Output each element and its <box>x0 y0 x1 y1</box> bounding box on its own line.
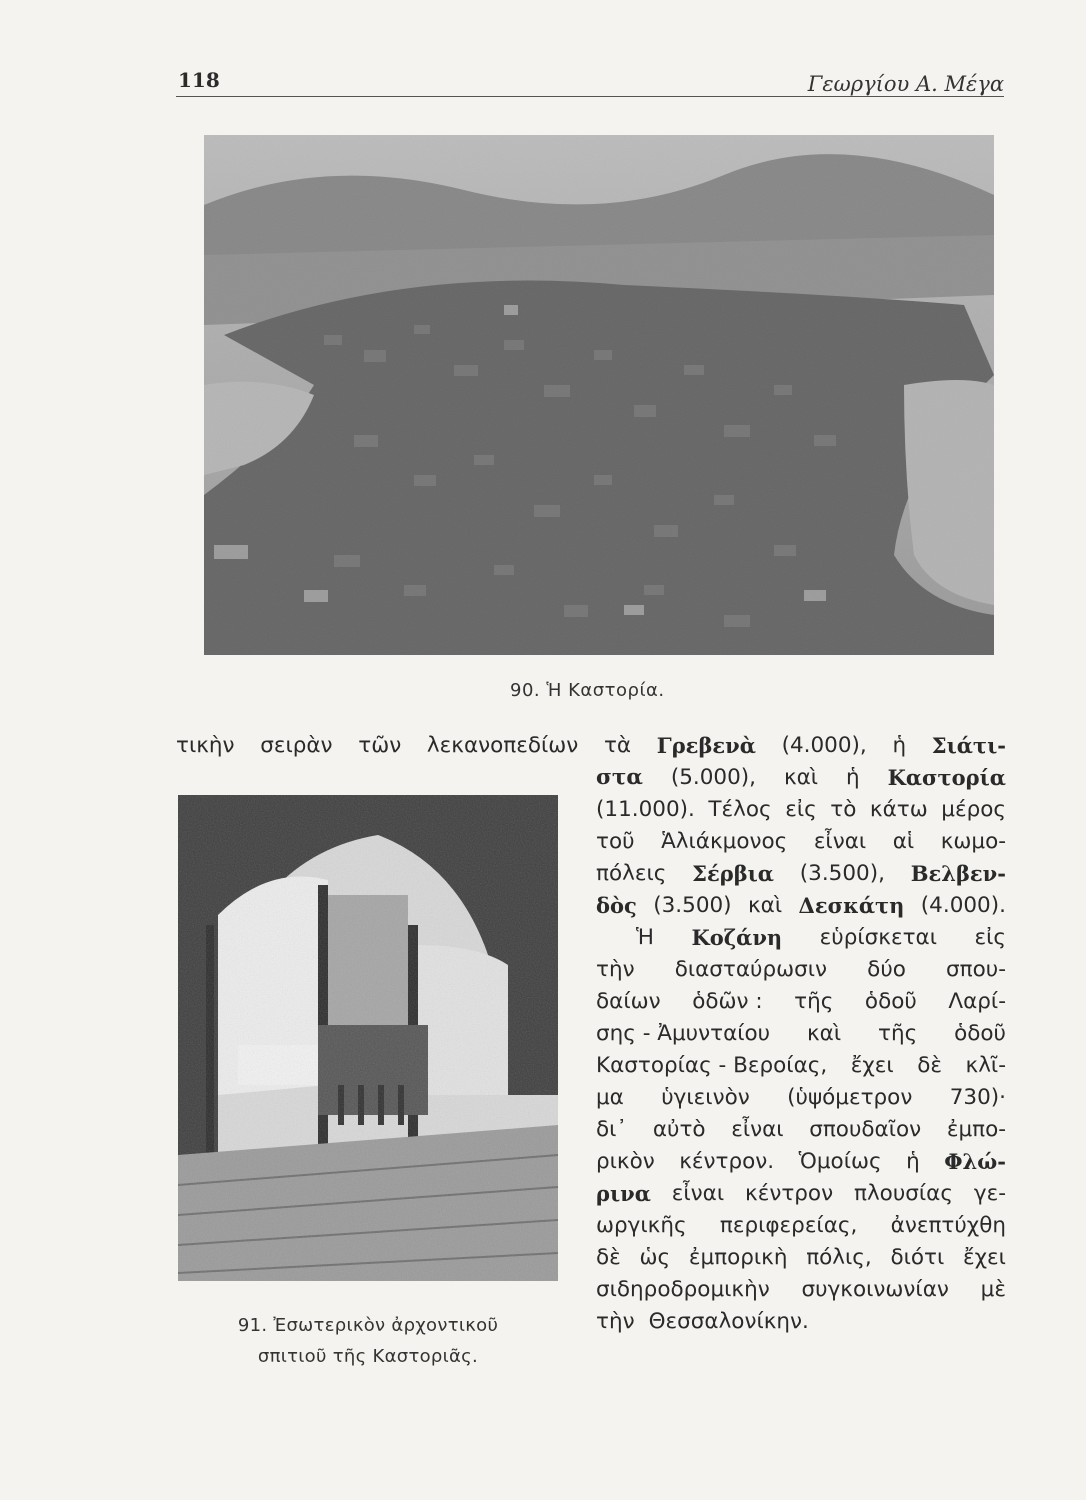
word: ἐμπο- <box>946 1117 1006 1142</box>
word: στα <box>596 765 643 790</box>
word: περιφερείας, <box>719 1213 858 1238</box>
place-name: Φλώ- <box>944 1149 1006 1174</box>
body-line-3 <box>596 796 1006 824</box>
word: Λαρί- <box>948 989 1006 1014</box>
word: ἔχει <box>850 1053 894 1078</box>
word: ἡ <box>906 1149 920 1174</box>
word: κέντρον. <box>679 1149 775 1174</box>
word: σειρὰν <box>260 733 333 758</box>
word: Ἡ <box>636 925 654 950</box>
running-head-author: Γεωργίου Α. Μέγα <box>807 72 1004 96</box>
word: δύο <box>867 957 906 982</box>
word: δαίων <box>596 989 661 1014</box>
word: λεκανοπεδίων <box>426 733 579 758</box>
place-name: δὸς <box>596 893 637 918</box>
word: συγκοινωνίαν <box>801 1277 949 1302</box>
word: εἶναι <box>731 1117 784 1142</box>
body-line-2 <box>596 764 1006 792</box>
body-line-12 <box>596 1084 1006 1112</box>
word: ὑγιεινὸν <box>661 1085 750 1110</box>
word: (11.000). <box>596 797 695 822</box>
word: καὶ <box>783 765 819 790</box>
body-line-7 <box>636 924 1006 952</box>
word: δὲ <box>917 1053 942 1078</box>
word: σπουδαῖον <box>809 1117 922 1142</box>
word: αὐτὸ <box>652 1117 706 1142</box>
word: εὑρίσκεται <box>819 925 937 950</box>
figure-91-caption <box>178 1310 558 1372</box>
word: Τέλος <box>708 797 772 822</box>
word: καὶ <box>807 1021 842 1046</box>
word: ἡ <box>846 765 860 790</box>
body-line-16 <box>596 1212 1006 1240</box>
word: καὶ <box>747 893 783 918</box>
body-line-18 <box>596 1276 1006 1304</box>
place-name: Σιάτι- <box>931 733 1006 758</box>
word: διασταύρωσιν <box>674 957 828 982</box>
word: δι᾽ <box>596 1117 628 1142</box>
figure-91-caption-line-2: σπιτιοῦ τῆς Καστοριᾶς. <box>257 1346 479 1367</box>
word: (4.000). <box>920 893 1006 918</box>
word: μὲ <box>980 1277 1006 1302</box>
word: (3.500) <box>653 893 732 918</box>
word: τοῦ <box>596 829 635 854</box>
figure-91-caption-line-1: 91. Ἐσωτερικὸν ἀρχοντικοῦ <box>237 1315 499 1336</box>
place-name: Γρεβενὰ <box>656 733 756 758</box>
word: κάτω <box>869 797 928 822</box>
body-line-1 <box>176 732 1006 760</box>
place-name: Δεσκάτη <box>798 893 905 918</box>
word: τὴν <box>596 957 635 982</box>
body-line-17 <box>596 1244 1006 1272</box>
word: κωμο- <box>940 829 1006 854</box>
word: (4.000), <box>781 733 867 758</box>
word: Ἁλιάκμονος <box>661 829 788 854</box>
word: ρικὸν <box>596 1149 655 1174</box>
kastoria-aerial-photo <box>204 135 994 655</box>
word: δὲ <box>596 1245 621 1270</box>
word: πόλις, <box>806 1245 872 1270</box>
word: 730)· <box>949 1085 1006 1110</box>
place-name: Κοζάνη <box>691 925 783 950</box>
body-line-9 <box>596 988 1006 1016</box>
word: κέντρον <box>745 1181 834 1206</box>
word: εἶναι <box>671 1181 725 1206</box>
word: ὡς <box>639 1245 671 1270</box>
place-name: ρινα <box>596 1181 651 1206</box>
word: ωργικῆς <box>596 1213 687 1238</box>
body-line-8 <box>596 956 1006 984</box>
body-line-4 <box>596 828 1006 856</box>
body-line-14 <box>596 1148 1006 1176</box>
word: ὁδοῦ <box>864 989 917 1014</box>
word: τῆς <box>878 1021 918 1046</box>
word: Θεσσαλονίκην. <box>648 1309 809 1334</box>
word: μα <box>596 1085 624 1110</box>
word: ὁδοῦ <box>954 1021 1006 1046</box>
body-line-5 <box>596 860 1006 888</box>
word: εἶναι <box>813 829 867 854</box>
body-line-11 <box>596 1052 1006 1080</box>
word: διότι <box>890 1245 945 1270</box>
word: τῆς <box>794 989 834 1014</box>
body-line-13 <box>596 1116 1006 1144</box>
place-name: Καστορία <box>887 765 1006 790</box>
word: Καστορίας - Βεροίας, <box>596 1053 828 1078</box>
word: (ὑψόμετρον <box>787 1085 913 1110</box>
word: τικὴν <box>176 733 235 758</box>
word: πλουσίας <box>854 1181 953 1206</box>
word: (3.500), <box>799 861 885 886</box>
word: τὰ <box>603 733 632 758</box>
word: ἀνεπτύχθη <box>890 1213 1006 1238</box>
word: τῶν <box>358 733 402 758</box>
word: αἱ <box>892 829 915 854</box>
word: ἐμπορικὴ <box>688 1245 788 1270</box>
word: σης - Ἀμυνταίου <box>596 1021 771 1046</box>
body-line-15 <box>596 1180 1006 1208</box>
body-line-6 <box>596 892 1006 920</box>
word: σπου- <box>946 957 1006 982</box>
word: ἔχει <box>963 1245 1006 1270</box>
word: ἡ <box>892 733 907 758</box>
figure-90-caption: 90. Ἡ Καστορία. <box>510 680 665 701</box>
body-line-10 <box>596 1020 1006 1048</box>
page-number: 118 <box>178 68 220 92</box>
word: κλῖ- <box>965 1053 1006 1078</box>
place-name: Σέρβια <box>692 861 774 886</box>
word: εἰς <box>785 797 817 822</box>
word: σιδηροδρομικὴν <box>596 1277 770 1302</box>
header-rule <box>176 96 1004 97</box>
mansion-interior-photo <box>178 795 558 1281</box>
word: ὁδῶν : <box>692 989 763 1014</box>
word: τὴν <box>596 1309 635 1334</box>
place-name: Βελβεν- <box>910 861 1006 886</box>
word: πόλεις <box>596 861 667 886</box>
word: τὸ <box>830 797 857 822</box>
word: γε- <box>973 1181 1006 1206</box>
word: εἰς <box>974 925 1006 950</box>
word: Ὁμοίως <box>798 1149 882 1174</box>
word: μέρος <box>941 797 1006 822</box>
body-line-19 <box>596 1308 1006 1336</box>
word: (5.000), <box>670 765 756 790</box>
